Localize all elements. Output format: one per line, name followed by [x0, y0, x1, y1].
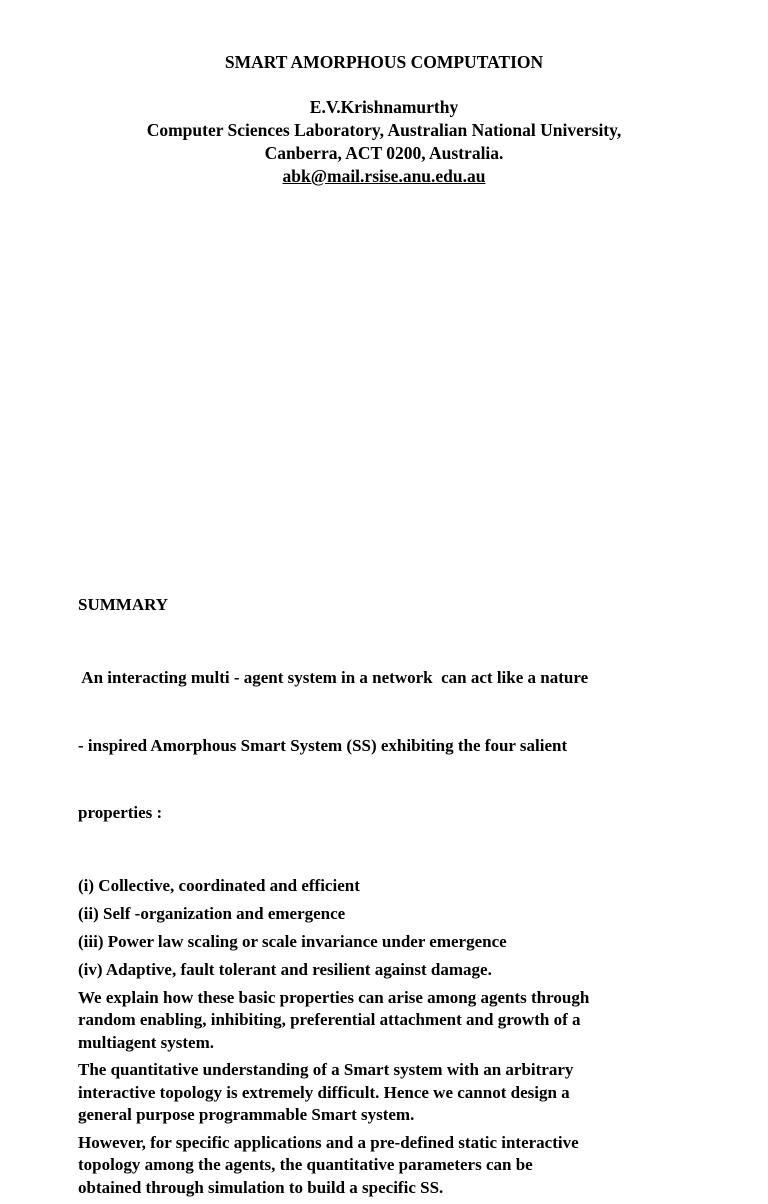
paragraph-line: general purpose programmable Smart system. [78, 1105, 415, 1124]
header-spacer [0, 73, 768, 96]
author-email-line [0, 165, 768, 188]
paragraph-line: The quantitative understanding of a Smart system with an arbitrary [78, 1060, 574, 1079]
property-item-2: (ii) Self -organization and emergence [78, 903, 346, 923]
summary-heading: SUMMARY [78, 595, 169, 614]
paragraph-line: - inspired Amorphous Smart System (SS) exhibiting the four salient [78, 735, 568, 755]
paper-header [0, 51, 768, 188]
summary-paragraph-4 [78, 1132, 718, 1200]
paragraph-line: obtained through simulation to build a specific SS. [78, 1177, 444, 1197]
property-item-3: (iii) Power law scaling or scale invariance under emergence [78, 931, 507, 951]
summary-intro-paragraph [78, 622, 718, 870]
summary-paragraph-3 [78, 1059, 718, 1127]
affiliation-line-2: Canberra, ACT 0200, Australia. [264, 143, 504, 163]
summary-section [78, 594, 718, 1204]
paragraph-line: However, for specific applications and a pre-defined static interactive [78, 1132, 579, 1152]
paragraph-line: An interacting multi - agent system in a network can act like a nature [78, 668, 589, 687]
paragraph-line: interactive topology is extremely difficult. Hence we cannot design a [78, 1082, 570, 1102]
paragraph-line: properties : [78, 803, 163, 822]
summary-paragraph-2 [78, 987, 718, 1055]
author-name: E.V.Krishnamurthy [309, 97, 459, 117]
paragraph-line: We explain how these basic properties can arise among agents through [78, 987, 590, 1007]
paper-title: SMART AMORPHOUS COMPUTATION [224, 52, 544, 72]
author-email-link[interactable]: abk@mail.rsise.anu.edu.au [282, 166, 486, 186]
affiliation-line-1: Computer Sciences Laboratory, Australian National University, [146, 120, 622, 140]
property-item-1: (i) Collective, coordinated and efficient [78, 875, 360, 895]
property-item-4: (iv) Adaptive, fault tolerant and resilient against damage. [78, 959, 492, 979]
paragraph-line: random enabling, inhibiting, preferential attachment and growth of a [78, 1010, 581, 1029]
paragraph-line: multiagent system. [78, 1032, 214, 1052]
paragraph-line: topology among the agents, the quantitative parameters can be [78, 1155, 533, 1174]
